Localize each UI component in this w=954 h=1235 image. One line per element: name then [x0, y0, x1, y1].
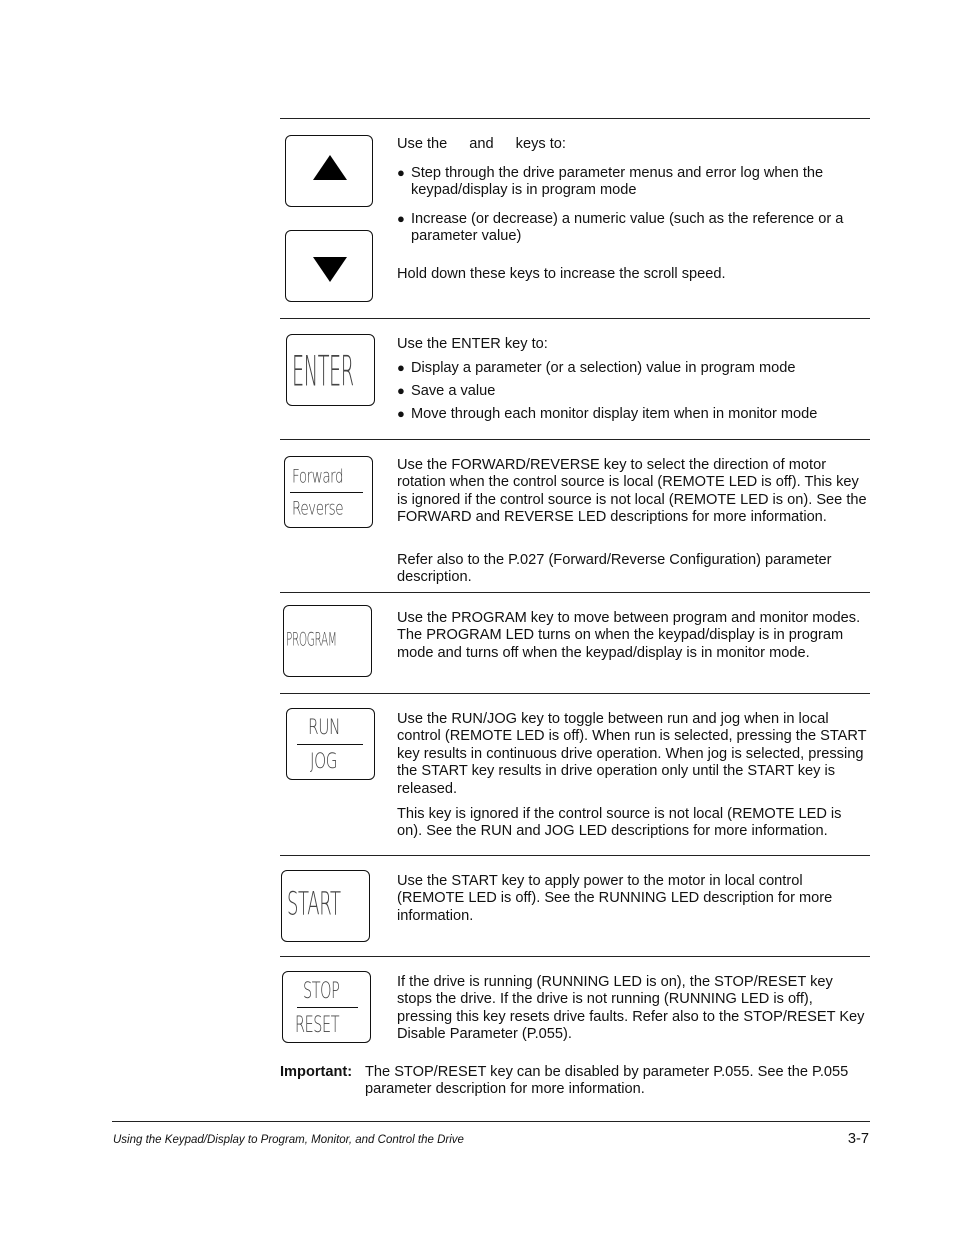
- forward-label: Forward: [292, 465, 344, 488]
- program-key: [283, 605, 372, 677]
- reverse-label: Reverse: [292, 497, 344, 520]
- up-arrow-key: [285, 135, 373, 207]
- fwdrev-para2: Refer also to the P.027 (Forward/Reverse Configuration) parameter description.: [397, 552, 832, 586]
- section-divider: [280, 956, 870, 957]
- up-arrow-icon: [286, 136, 373, 207]
- start-para1: Use the START key to apply power to the motor in local control (REMOTE LED is off). See the RUNNING LED description for more information.: [397, 873, 833, 924]
- updown-note: Hold down these keys to increase the scroll speed.: [397, 266, 726, 282]
- section-divider: [280, 439, 870, 440]
- list-item: ● Display a parameter (or a selection) value in program mode: [397, 360, 796, 376]
- key-divider: [297, 744, 363, 745]
- key-divider: [297, 1007, 358, 1008]
- important-label: Important:: [280, 1064, 353, 1080]
- section-divider: [280, 693, 870, 694]
- program-key-label: PROGRAM: [286, 630, 337, 651]
- list-item: ● Move through each monitor display item when in monitor mode: [397, 406, 818, 422]
- bullet-icon: ●: [397, 383, 405, 398]
- footer-divider: [112, 1121, 870, 1122]
- run-jog-key: [286, 708, 375, 780]
- section-divider: [280, 118, 870, 119]
- start-key: [281, 870, 370, 942]
- bullet-icon: ●: [397, 406, 405, 421]
- updown-intro: [397, 136, 867, 153]
- jog-label: JOG: [310, 749, 338, 775]
- bullet-icon: ●: [397, 165, 405, 180]
- list-item: ● Step through the drive parameter menus and error log when the keypad/display is in program mode: [397, 165, 824, 199]
- runjog-para2: This key is ignored if the control source is not local (REMOTE LED is on). See the RUN and JOG LED descriptions for more information.: [397, 806, 842, 840]
- section-divider: [280, 592, 870, 593]
- runjog-para1: Use the RUN/JOG key to toggle between run and jog when in local control (REMOTE LED is off). When run is selected, pressing the START key results in continuous drive operation. When jog is selected, pressing the START key results in drive operation only until the START key is released.: [397, 711, 867, 797]
- list-item: ● Save a value: [397, 383, 496, 399]
- run-label: RUN: [308, 715, 341, 741]
- down-arrow-key: [285, 230, 373, 302]
- list-item: ● Increase (or decrease) a numeric value (such as the reference or a parameter value): [397, 211, 844, 245]
- section-divider: [280, 855, 870, 856]
- important-text: The STOP/RESET key can be disabled by parameter P.055. See the P.055 parameter description for more information.: [365, 1064, 849, 1098]
- stop-label: STOP: [303, 978, 340, 1005]
- page-number: 3-7: [847, 1131, 869, 1147]
- start-key-label: START: [287, 885, 341, 923]
- bullet-icon: ●: [397, 211, 405, 226]
- key-divider: [290, 492, 363, 493]
- enter-key: [286, 334, 375, 406]
- reset-label: RESET: [295, 1012, 340, 1039]
- stop-reset-key: [282, 971, 371, 1043]
- down-arrow-icon: [286, 231, 373, 302]
- bullet-icon: ●: [397, 360, 405, 375]
- updown-intro-b: keys to:: [515, 136, 566, 152]
- enter-key-label: ENTER: [292, 347, 354, 396]
- updown-intro-a: Use the: [397, 136, 448, 152]
- forward-reverse-key: [284, 456, 373, 528]
- updown-intro-and: and: [469, 136, 494, 152]
- enter-intro: Use the ENTER key to:: [397, 336, 548, 352]
- program-para1: Use the PROGRAM key to move between program and monitor modes. The PROGRAM LED turns on when the keypad/display is in program mode and turns off when the keypad/display is in monitor mode.: [397, 610, 861, 661]
- footer-title: Using the Keypad/Display to Program, Monitor, and Control the Drive: [113, 1134, 464, 1146]
- fwdrev-para1: Use the FORWARD/REVERSE key to select the direction of motor rotation when the control source is local (REMOTE LED is off). This key is ignored if the control source is not local (REMOTE LED is on). See the FORWARD and REVERSE LED descriptions for more information.: [397, 457, 867, 526]
- section-divider: [280, 318, 870, 319]
- stop-para1: If the drive is running (RUNNING LED is on), the STOP/RESET key stops the drive. If the drive is not running (RUNNING LED is off), pressing this key resets drive faults. Refer also to the STOP/RESET Key Disable Parameter (P.055).: [397, 974, 865, 1043]
